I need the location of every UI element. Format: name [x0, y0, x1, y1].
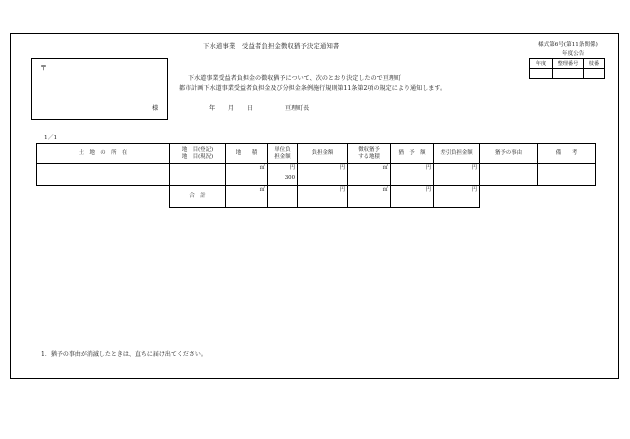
- land-details-table: [36, 143, 596, 208]
- year-cell: [530, 69, 553, 79]
- issue-date-line: [209, 106, 309, 112]
- unit-rate-cell: [268, 164, 298, 186]
- date-day-label: 日: [247, 105, 254, 112]
- area-unit: ㎡: [259, 165, 265, 171]
- total-unit-rate-cell: [268, 186, 298, 208]
- footer-note: 1．猶予の事由が消滅したときは、直ちに届け出てください。: [41, 351, 207, 358]
- record-number-value-row: [530, 69, 605, 79]
- net-amount-unit: 円: [471, 165, 477, 171]
- deferred-area-unit: ㎡: [382, 165, 388, 171]
- total-deferred-area-cell: [348, 186, 391, 208]
- notice-text-line-1: 下水道事業受益者負担金の徴収猶予について、次のとおり決定したので亘理町: [188, 75, 402, 82]
- fiscal-year-label: 年度公告: [562, 51, 585, 57]
- remarks-header: 備 考: [538, 144, 596, 164]
- total-net-amount-unit: 円: [471, 187, 477, 193]
- record-number-table: [529, 58, 605, 79]
- remarks-cell: [538, 164, 596, 186]
- page-indicator: 1／1: [44, 135, 58, 141]
- land-category-current-label: 地 目(現況): [181, 153, 214, 160]
- record-number-cell: [553, 69, 584, 79]
- deferred-amount-unit: 円: [425, 165, 431, 171]
- deferred-area-cell: [348, 164, 391, 186]
- land-category-header: [170, 144, 226, 164]
- unit-rate-header: [268, 144, 298, 164]
- total-row-spacer-3: [538, 186, 596, 208]
- postal-mark: 〒: [40, 64, 47, 72]
- record-number-header-row: [530, 59, 605, 69]
- total-deferred-amount-unit: 円: [425, 187, 431, 193]
- deferred-area-label-2: する地積: [358, 153, 380, 160]
- total-deferred-area-unit: ㎡: [382, 187, 388, 193]
- deferred-amount-header: 猶 予 額: [391, 144, 434, 164]
- recipient-honorific: 様: [152, 105, 159, 112]
- table-row: [37, 164, 596, 186]
- issuer-name: 亘理町長: [285, 105, 310, 112]
- charge-amount-cell: [298, 164, 348, 186]
- total-label-cell: 合 計: [170, 186, 226, 208]
- unit-rate-label-1: 単位負: [274, 146, 291, 153]
- land-category-registered-label: 地 目(登記): [181, 146, 214, 153]
- deferred-area-label-1: 徴収猶予: [358, 146, 380, 153]
- deferral-reason-cell: [480, 164, 538, 186]
- total-charge-amount-unit: 円: [339, 187, 345, 193]
- table-header-row: [37, 144, 596, 164]
- land-category-cell: [170, 164, 226, 186]
- total-charge-amount-cell: [298, 186, 348, 208]
- branch-number-cell: [584, 69, 605, 79]
- total-net-amount-cell: [434, 186, 480, 208]
- record-number-header: 整理番号: [553, 59, 584, 69]
- deferred-area-header: [348, 144, 391, 164]
- area-header: 地 積: [226, 144, 268, 164]
- total-deferred-amount-cell: [391, 186, 434, 208]
- form-number: 様式第6号(第11条関係): [538, 42, 598, 48]
- year-header: 年度: [530, 59, 553, 69]
- total-area-unit: ㎡: [259, 187, 265, 193]
- date-month-label: 月: [228, 105, 235, 112]
- charge-amount-header: 負担金額: [298, 144, 348, 164]
- location-header: 土 地 の 所 在: [37, 144, 170, 164]
- net-amount-header: 差引負担金額: [434, 144, 480, 164]
- charge-amount-unit: 円: [339, 165, 345, 171]
- unit-rate-label-2: 担金額: [274, 153, 291, 160]
- notice-sheet: [10, 33, 619, 379]
- area-cell: [226, 164, 268, 186]
- total-row-spacer-2: [480, 186, 538, 208]
- notice-text-line-2: 都市計画下水道事業受益者負担金及び分担金条例施行規則第11条第2項の規定により通知します。: [179, 85, 447, 92]
- net-amount-cell: [434, 164, 480, 186]
- date-year-label: 年: [209, 105, 216, 112]
- document-title: 下水道事業 受益者負担金徴収猶予決定通知書: [203, 43, 340, 50]
- branch-number-header: 枝番: [584, 59, 605, 69]
- deferred-amount-cell: [391, 164, 434, 186]
- unit-rate-value: 300: [284, 174, 295, 181]
- location-cell: [37, 164, 170, 186]
- total-row-spacer: [37, 186, 170, 208]
- table-total-row: [37, 186, 596, 208]
- total-area-cell: [226, 186, 268, 208]
- deferral-reason-header: 猶予の事由: [480, 144, 538, 164]
- unit-rate-unit: 円: [289, 165, 295, 171]
- recipient-address-box: [31, 58, 168, 120]
